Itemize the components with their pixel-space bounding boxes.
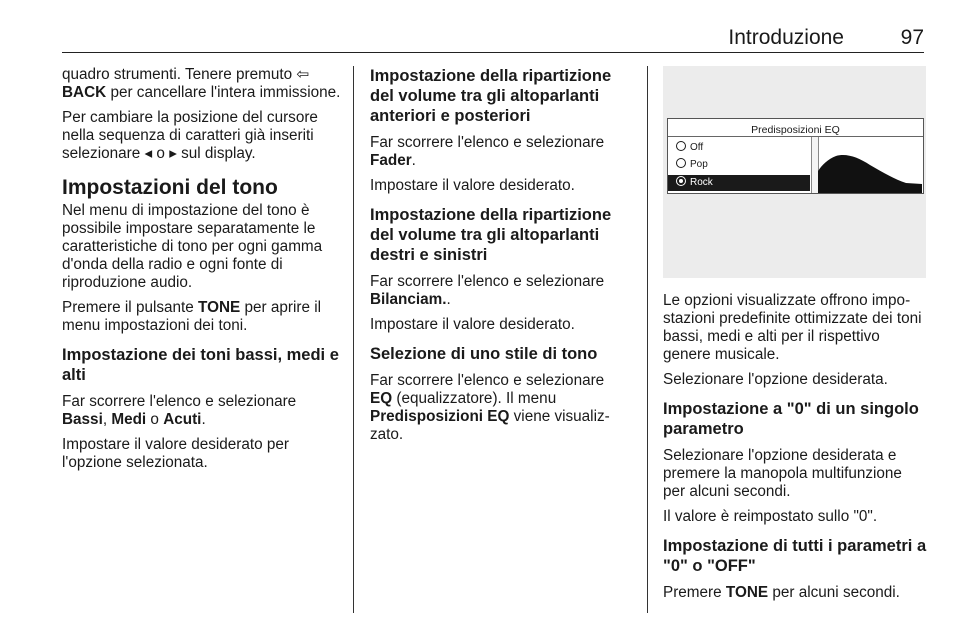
eq-option-pop: Pop bbox=[668, 157, 810, 173]
section-heading: Impostazioni del tono bbox=[62, 176, 278, 199]
subheading: Impostazione dei toni bassi, medi e alti bbox=[62, 346, 339, 384]
eq-curve-graphic bbox=[818, 137, 922, 193]
paragraph: Selezionare l'opzione desiderata. bbox=[663, 371, 888, 388]
page-header bbox=[62, 24, 924, 53]
eq-option-rock: Rock bbox=[668, 175, 810, 191]
section-title: Introduzione bbox=[728, 26, 844, 49]
column-middle bbox=[370, 66, 628, 451]
paragraph: Far scorrere l'elenco e selezionare EQ (equalizzatore). Il menu Predisposizioni EQ viene visualizzato. bbox=[370, 372, 610, 443]
paragraph: Impostare il valore desiderato per l'opzione selezionata. bbox=[62, 436, 290, 471]
radio-selected-icon bbox=[676, 176, 686, 186]
paragraph: Per cambiare la posizione del cursore nella sequenza di caratteri già inseriti selezionare ◂ o ▸ sul display. bbox=[62, 109, 318, 162]
column-divider bbox=[647, 66, 648, 613]
paragraph: Premere il pulsante TONE per aprire il menu impostazioni dei toni. bbox=[62, 299, 322, 334]
paragraph: Premere TONE per alcuni secondi. bbox=[663, 584, 900, 601]
paragraph: Il valore è reimpostato sullo "0". bbox=[663, 508, 878, 525]
paragraph: quadro strumenti. Tenere premuto ⇦ BACK per cancellare l'intera immissione. bbox=[62, 66, 341, 101]
subheading: Impostazione della ripartizione del volume tra gli altoparlanti anteriori e posteriori bbox=[370, 67, 612, 125]
paragraph: Le opzioni visualizzate offrono impostazioni predefinite ottimizzate dei toni bassi, medi e alti per il rispettivo genere musicale. bbox=[663, 292, 922, 363]
paragraph: Far scorrere l'elenco e selezionare Bilanciam.. bbox=[370, 273, 605, 308]
arrow-left-icon: ◂ bbox=[144, 145, 153, 162]
column-divider bbox=[353, 66, 354, 613]
subheading: Selezione di uno stile di tono bbox=[370, 345, 598, 363]
eq-option-off: Off bbox=[668, 140, 810, 156]
paragraph: Impostare il valore desiderato. bbox=[370, 177, 575, 194]
back-arrow-icon: ⇦ bbox=[296, 66, 310, 83]
page-number: 97 bbox=[900, 26, 924, 49]
arrow-right-icon: ▸ bbox=[169, 145, 177, 162]
paragraph: Far scorrere l'elenco e selezionare Bassi, Medi o Acuti. bbox=[62, 393, 297, 428]
subheading: Impostazione della ripartizione del volume tra gli altoparlanti destri e sinistri bbox=[370, 206, 612, 264]
eq-screen-illustration bbox=[663, 66, 926, 278]
column-left bbox=[62, 66, 342, 479]
radio-icon bbox=[676, 158, 686, 168]
eq-display-frame bbox=[667, 118, 924, 194]
radio-icon bbox=[676, 141, 686, 151]
paragraph: Impostare il valore desiderato. bbox=[370, 316, 575, 333]
eq-menu-title: Predisposizioni EQ bbox=[751, 124, 840, 136]
subheading: Impostazione a "0" di un singolo parametro bbox=[663, 400, 919, 438]
paragraph: Nel menu di impostazione del tono è possibile impostare separatamente le caratteristiche di tono per ogni gamma d'onda della radio e ogni fonte di riproduzione audio. bbox=[62, 202, 323, 291]
column-right bbox=[663, 66, 927, 609]
paragraph: Selezionare l'opzione desiderata e premere la manopola multifunzione per alcuni secondi. bbox=[663, 447, 902, 500]
subheading: Impostazione di tutti i parametri a "0" o "OFF" bbox=[663, 537, 927, 575]
paragraph: Far scorrere l'elenco e selezionare Fader. bbox=[370, 134, 605, 169]
